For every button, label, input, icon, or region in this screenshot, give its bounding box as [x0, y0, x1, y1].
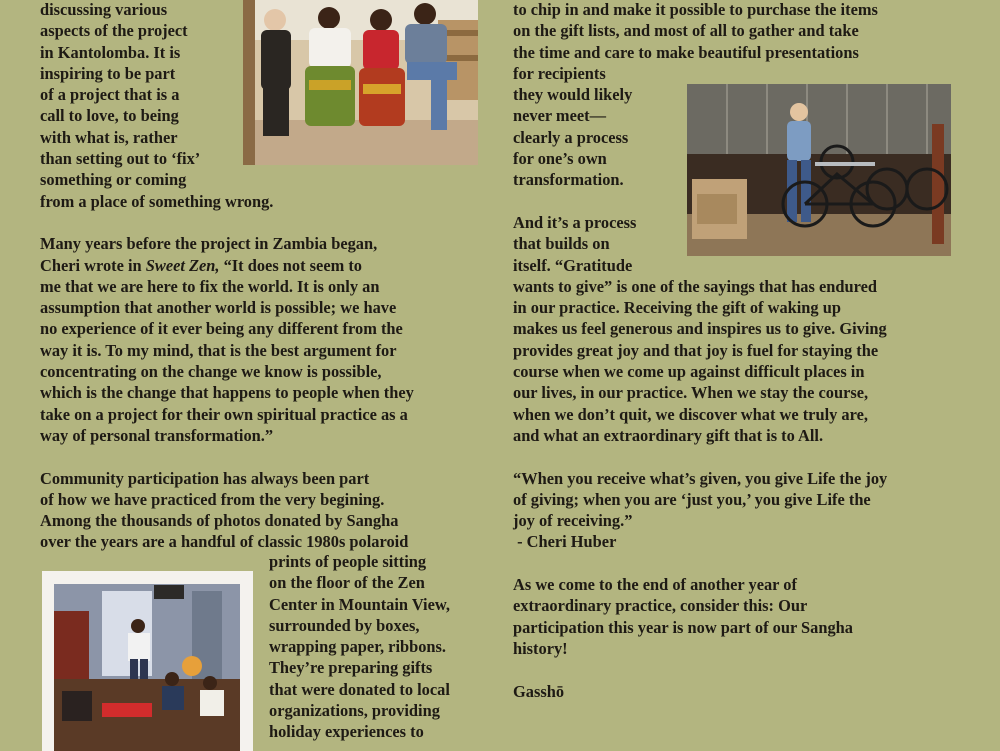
text-line: which is the change that happens to people when they: [40, 383, 414, 403]
text-line: holiday experiences to: [269, 722, 424, 742]
text-line: Cheri wrote in Sweet Zen, “It does not seem to: [40, 255, 363, 275]
right-column-text: [513, 0, 887, 702]
text-line: on the gift lists, and most of all to gather and take: [513, 21, 859, 41]
text-line: discussing various: [40, 0, 168, 19]
text-line: Community participation has always been part: [40, 468, 370, 488]
quote-line: of giving; when you are ‘just you,’ you give Life the: [513, 489, 871, 509]
text-line: inspiring to be part: [40, 63, 176, 83]
text-line: transformation.: [513, 170, 624, 190]
text-line: way of personal transformation.”: [40, 425, 274, 445]
text-line: way it is. To my mind, that is the best argument for: [40, 340, 397, 360]
text-line: prints of people sitting: [269, 552, 427, 571]
text-line: never meet—: [513, 106, 606, 126]
text-line: And it’s a process: [513, 212, 637, 232]
quote-line: “When you receive what’s given, you give Life the joy: [513, 468, 888, 488]
text-line: over the years are a handful of classic 1980s polaroid: [40, 532, 409, 552]
text-line: our lives, in our practice. When we stay the course,: [513, 383, 869, 403]
text-line: history!: [513, 638, 568, 658]
text-line: Many years before the project in Zambia began,: [40, 234, 378, 254]
text-line: that builds on: [513, 234, 610, 254]
text-line: from a place of something wrong.: [40, 191, 274, 211]
text-line: in Kantolomba. It is: [40, 42, 181, 62]
text-line: assumption that another world is possible; we have: [40, 298, 397, 318]
text-line: wants to give” is one of the sayings that has endured: [513, 276, 877, 296]
text-line: take on a project for their own spiritual practice as a: [40, 404, 408, 424]
text-line: to chip in and make it possible to purchase the items: [513, 0, 878, 19]
text-line: Among the thousands of photos donated by Sangha: [40, 511, 399, 531]
text-line: aspects of the project: [40, 21, 188, 41]
text-line: makes us feel generous and inspires us to give. Giving: [513, 319, 887, 339]
text-line: call to love, to being: [40, 106, 179, 126]
book-title: Sweet Zen,: [145, 255, 220, 275]
text-line: in our practice. Receiving the gift of waking up: [513, 298, 841, 318]
text-line: concentrating on the change we know is possible,: [40, 362, 382, 382]
text-line: As we come to the end of another year of: [513, 575, 797, 595]
text-line: no experience of it ever being any different from the: [40, 319, 403, 339]
text-line: when we don’t quit, we discover what we truly are,: [513, 404, 868, 424]
text-line: course when we come up against difficult places in: [513, 362, 865, 382]
text-line: me that we are here to fix the world. It is only an: [40, 276, 380, 296]
quote-line: joy of receiving.”: [513, 511, 633, 531]
text-line: Center in Mountain View,: [269, 594, 450, 614]
text-line: organizations, providing: [269, 701, 440, 721]
text-line: They’re preparing gifts: [269, 658, 433, 678]
text-line: something or coming: [40, 170, 187, 190]
text-line: and what an extraordinary gift that is to All.: [513, 425, 824, 445]
text-line: itself. “Gratitude: [513, 255, 633, 275]
left-column-block1: [40, 0, 414, 553]
text-line: of a project that is a: [40, 85, 180, 105]
text-line: that were donated to local: [269, 679, 450, 699]
text-line: wrapping paper, ribbons.: [269, 637, 447, 657]
text-line: surrounded by boxes,: [269, 615, 420, 635]
text-line: of how we have practiced from the very begining.: [40, 489, 385, 509]
quote-attribution: - Cheri Huber: [513, 532, 617, 552]
text-line: provides great joy and that joy is fuel for staying the: [513, 340, 879, 360]
text-line: on the floor of the Zen: [269, 573, 425, 593]
text-line: clearly a process: [513, 127, 629, 147]
text-line: they would likely: [513, 85, 633, 105]
zen-center-polaroid-photo: [42, 571, 253, 751]
text-line: the time and care to make beautiful presentations: [513, 42, 859, 62]
text-line: extraordinary practice, consider this: Our: [513, 596, 808, 616]
text-line: participation this year is now part of our Sangha: [513, 617, 853, 637]
text-line: for recipients: [513, 63, 606, 83]
text-line: than setting out to ‘fix’: [40, 149, 201, 169]
left-column-block4: [269, 551, 450, 743]
text-line: with what is, rather: [40, 127, 178, 147]
signoff: Gasshō: [513, 681, 565, 701]
text-line: for one’s own: [513, 149, 607, 169]
